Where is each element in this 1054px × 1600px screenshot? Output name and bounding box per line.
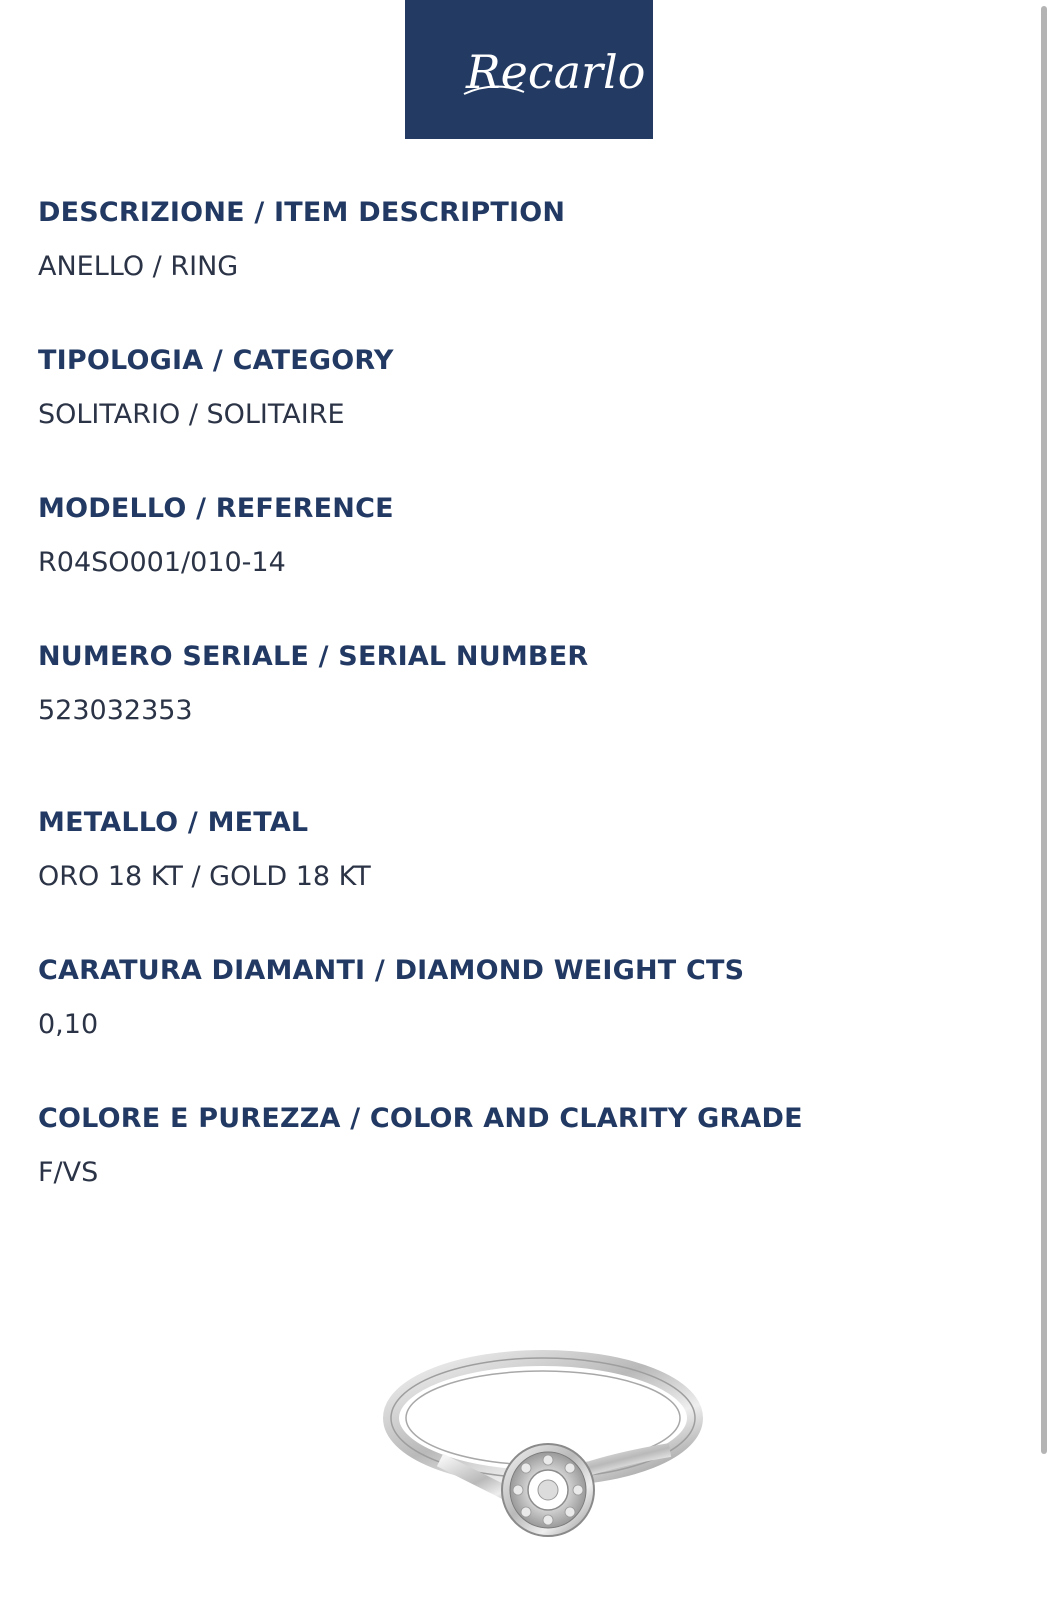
field-color-clarity <box>38 1103 803 1189</box>
svg-text:Recarlo: Recarlo <box>466 44 646 99</box>
scrollbar[interactable] <box>1041 6 1047 1454</box>
field-label: DESCRIZIONE / ITEM DESCRIPTION <box>38 197 566 228</box>
field-label: COLORE E PUREZZA / COLOR AND CLARITY GRADE <box>38 1103 803 1134</box>
field-label: MODELLO / REFERENCE <box>38 493 394 524</box>
field-label: NUMERO SERIALE / SERIAL NUMBER <box>38 641 589 672</box>
field-serial-number <box>38 641 588 727</box>
product-image <box>380 1340 710 1550</box>
field-label: CARATURA DIAMANTI / DIAMOND WEIGHT CTS <box>38 955 745 986</box>
field-value: F/VS <box>38 1157 99 1188</box>
field-value: R04SO001/010-14 <box>38 547 286 578</box>
recarlo-logo-icon <box>454 30 646 110</box>
field-value: SOLITARIO / SOLITAIRE <box>38 399 345 430</box>
solitaire-ring-icon <box>380 1340 710 1550</box>
field-reference <box>38 493 394 579</box>
field-category <box>38 345 394 431</box>
field-label: METALLO / METAL <box>38 807 309 838</box>
field-item-description <box>38 197 565 283</box>
brand-logo <box>405 0 653 139</box>
field-value: ORO 18 KT / GOLD 18 KT <box>38 861 371 892</box>
field-label: TIPOLOGIA / CATEGORY <box>38 345 394 376</box>
field-value: ANELLO / RING <box>38 251 239 282</box>
field-diamond-weight <box>38 955 744 1041</box>
field-value: 523032353 <box>38 695 193 726</box>
field-value: 0,10 <box>38 1009 99 1040</box>
field-metal <box>38 807 371 893</box>
